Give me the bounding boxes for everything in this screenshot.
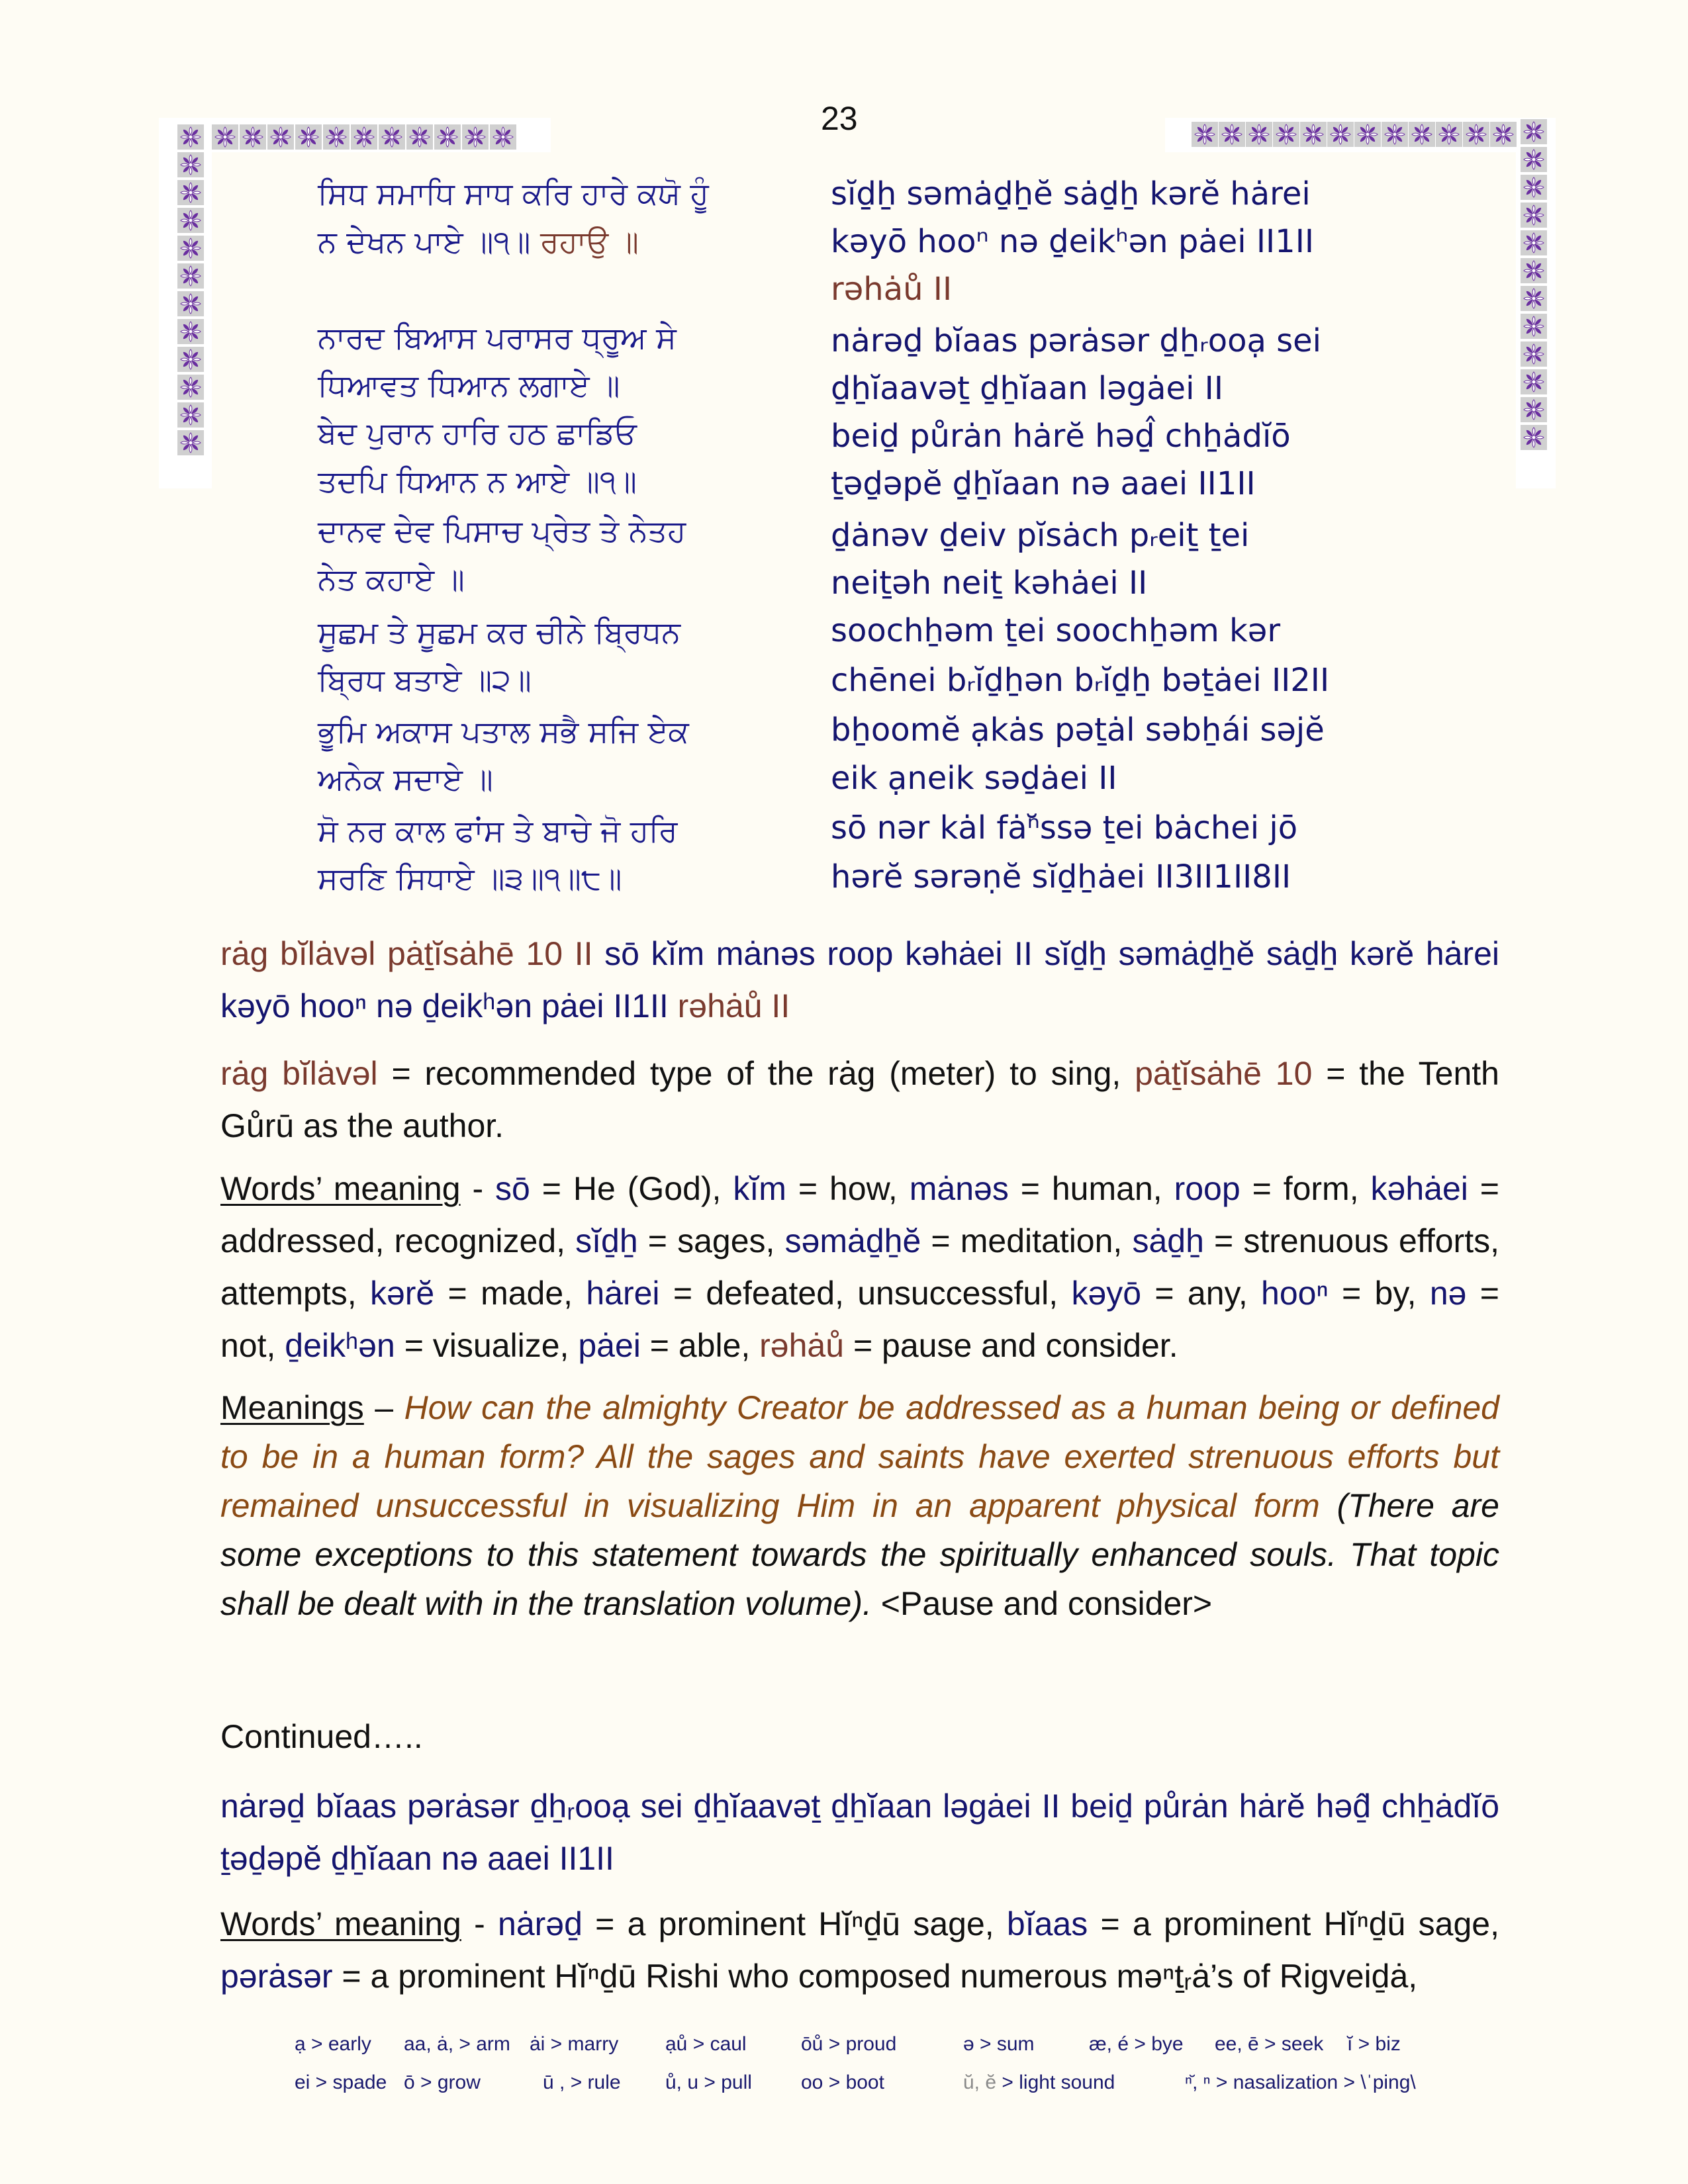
translit-line: nȧrəḏ bĭaas pərȧsər ḏẖᵣooạ sei — [831, 322, 1321, 359]
ornament-tile — [177, 152, 204, 177]
ornament-tile — [1521, 397, 1547, 422]
ornament-tile — [434, 124, 461, 150]
ornament-tile — [1521, 147, 1547, 172]
words-meaning-paragraph-2: Words’ meaning - nȧrəḏ = a prominent Hĭⁿḏū sage, bĭaas = a prominent Hĭⁿḏū sage, pərȧsər = a prominent Hĭⁿḏū Rishi who composed numerous məⁿṯᵣȧ’s of Rigveiḏȧ, — [220, 1905, 1499, 1995]
ornament-tile — [177, 402, 204, 428]
rahau: rəhȧů II — [677, 987, 790, 1024]
meaning-note: (There are some exceptions to this statement towards the spiritually enhanced souls. That topic shall be dealt with in the translation volume). — [220, 1487, 1499, 1622]
term: nȧrəḏ — [498, 1905, 583, 1942]
pronunciation-key-item: oo > boot — [801, 2071, 884, 2093]
term: sȧḏẖ — [1132, 1222, 1204, 1259]
term: mȧnəs — [909, 1170, 1009, 1207]
purple-flower-icon — [1194, 124, 1215, 145]
term-meaning: = defeated, unsuccessful, — [659, 1275, 1072, 1312]
translit-line: chēnei bᵣĭḏẖən bᵣĭḏẖ bəṯȧei II2II — [831, 662, 1330, 699]
gurmukhi-line: ਅਨੇਕ ਸਦਾਏ ॥ — [318, 761, 493, 797]
gurmukhi-line: ਨਾਰਦ ਬਿਆਸ ਪਰਾਸਰ ਧ੍ਰੂਅ ਸੇ — [318, 320, 677, 355]
purple-flower-icon — [1357, 124, 1378, 145]
term-meaning: = any, — [1141, 1275, 1262, 1312]
pronunciation-key-item: ȧi > marry — [530, 2033, 619, 2055]
translit-line: ḏȧnəv ḏeiv pĭsȧch pᵣeiṯ ṯei — [831, 517, 1250, 554]
purple-flower-icon — [437, 126, 458, 148]
ornament-tile — [177, 319, 204, 344]
purple-flower-icon — [180, 210, 201, 231]
gurmukhi-line: ਧਿਆਵਤ ਧਿਆਨ ਲਗਾਏ ॥ — [318, 367, 620, 403]
ornament-tile — [177, 180, 204, 205]
gurmukhi-line: ਸੋ ਨਰ ਕਾਲ ਫਾਂਸ ਤੇ ਬਾਚੇ ਜੋ ਹਰਿ — [318, 813, 678, 848]
term-meaning: = meditation, — [921, 1222, 1133, 1259]
term-meaning: = visualize, — [395, 1327, 579, 1364]
term-meaning: = a prominent Hĭⁿḏū sage, — [582, 1905, 1007, 1942]
purple-flower-icon — [180, 349, 201, 370]
purple-flower-icon — [1248, 124, 1270, 145]
ornament-tile — [1521, 203, 1547, 228]
raag-note-paragraph: rȧg bĭlȧvəl = recommended type of the rȧg (meter) to sing, pȧṯĭsȧhē 10 = the Tenth Gůrū as the author. — [220, 1055, 1499, 1144]
ornament-tile — [323, 124, 350, 150]
purple-flower-icon — [1523, 371, 1544, 392]
purple-flower-icon — [1303, 124, 1324, 145]
translit-line: kəyō hooⁿ nə ḏeikʰən pȧei II1II — [831, 223, 1315, 260]
purple-flower-icon — [270, 126, 291, 148]
term: hooⁿ — [1261, 1275, 1329, 1312]
purple-flower-icon — [1523, 288, 1544, 309]
purple-flower-icon — [180, 126, 201, 148]
purple-flower-icon — [1523, 121, 1544, 142]
purple-flower-icon — [180, 432, 201, 453]
purple-flower-icon — [1523, 232, 1544, 253]
ornament-tile — [177, 347, 204, 372]
purple-flower-icon — [298, 126, 319, 148]
gurmukhi-line: ਸੂਛਮ ਤੇ ਸੂਛਮ ਕਰ ਚੀਨੇ ਬ੍ਰਿਧਨ — [318, 614, 680, 650]
pronunciation-key-item: ⁿ̆, ⁿ > nasalization > \ˈping\ — [1185, 2071, 1416, 2093]
purple-flower-icon — [1523, 177, 1544, 198]
term: sĭḏẖ — [575, 1222, 638, 1259]
purple-flower-icon — [242, 126, 263, 148]
purple-flower-icon — [1221, 124, 1243, 145]
ornament-tile — [1409, 122, 1435, 147]
purple-flower-icon — [1523, 149, 1544, 170]
ornament-tile — [1521, 341, 1547, 367]
pronunciation-key-item: ei > spade — [295, 2071, 387, 2093]
purple-flower-icon — [1523, 260, 1544, 281]
term: pȧei — [578, 1327, 641, 1364]
term: hȧrei — [586, 1275, 660, 1312]
meanings-label: Meanings — [220, 1389, 364, 1426]
ornament-tile — [177, 430, 204, 455]
pronunciation-key-item: ŭ, ĕ > light sound — [963, 2071, 1115, 2093]
pronunciation-key-item: æ, é > bye — [1089, 2033, 1184, 2055]
translit-rahau-line: rəhȧů II — [831, 271, 953, 308]
term-meaning: = He (God), — [530, 1170, 733, 1207]
pronunciation-key-item: ōů > proud — [801, 2033, 897, 2055]
term: ḏeikʰən — [285, 1327, 395, 1364]
term: bĭaas — [1006, 1905, 1088, 1942]
ornament-tile — [177, 208, 204, 233]
gurmukhi-line: ਦਾਨਵ ਦੇਵ ਪਿਸਾਚ ਪ੍ਰੇਤ ਤੇ ਨੇਤਹ — [318, 513, 686, 549]
purple-flower-icon — [1466, 124, 1487, 145]
purple-flower-icon — [1493, 124, 1514, 145]
purple-flower-icon — [353, 126, 375, 148]
ornament-tile — [1246, 122, 1272, 147]
ornament-tile — [1521, 175, 1547, 200]
ornament-tile — [490, 124, 516, 150]
ornament-tile — [1273, 122, 1299, 147]
purple-flower-icon — [180, 377, 201, 398]
purple-flower-icon — [180, 238, 201, 259]
pronunciation-key-item: ů, u > pull — [665, 2071, 752, 2093]
pronunciation-key-item: ĭ > biz — [1347, 2033, 1401, 2055]
gurmukhi-line: ਬੇਦ ਪੁਰਾਨ ਹਾਰਿ ਹਠ ਛਾਡਿਓ — [318, 415, 637, 451]
term-meaning: = not, — [220, 1275, 1500, 1364]
term-meaning: = a prominent Hĭⁿḏū sage, — [1088, 1905, 1499, 1942]
ornament-tile — [1327, 122, 1354, 147]
purple-flower-icon — [180, 265, 201, 287]
ornament-tile — [1521, 314, 1547, 339]
gurmukhi-line: ਸਿਧ ਸਮਾਧਿ ਸਾਧ ਕਰਿ ਹਾਰੇ ਕਯੋ ਹੂੰ — [318, 175, 709, 211]
raag-heading: rȧg bĭlȧvəl pȧṯĭsȧhē 10 II — [220, 935, 605, 972]
purple-flower-icon — [1523, 316, 1544, 337]
ornament-tile — [177, 236, 204, 261]
ornament-tile — [1490, 122, 1517, 147]
raag-term: rȧg bĭlȧvəl — [220, 1055, 378, 1092]
pronunciation-key-item: ee, ē > seek — [1215, 2033, 1324, 2055]
term-meaning: = pause and consider. — [844, 1327, 1178, 1364]
ornament-tile — [1436, 122, 1462, 147]
term: pərȧsər — [220, 1958, 333, 1995]
translit-line: ṯəḏəpĕ ḏẖĭaan nə aaei II1II — [831, 465, 1256, 502]
pronunciation-key-item: ə > sum — [963, 2033, 1035, 2055]
term: roop — [1174, 1170, 1241, 1207]
term-meaning: = addressed, recognized, — [220, 1170, 1499, 1259]
ornament-tile — [462, 124, 489, 150]
translit-line: ḏẖĭaavəṯ ḏẖĭaan ləgȧei II — [831, 370, 1223, 407]
verse-line: sō kĭm mȧnəs roop kəhȧei II sĭḏẖ səmȧḏẖĕ sȧḏẖ kərĕ hȧrei kəyō hooⁿ nə ḏeikʰən pȧei II1II — [220, 935, 1499, 1024]
gurmukhi-line: ਭੂਮਿ ਅਕਾਸ ਪਤਾਲ ਸਭੈ ਸਜਿ ਏਕ — [318, 713, 689, 749]
ornament-tile — [177, 124, 204, 150]
purple-flower-icon — [180, 154, 201, 175]
translit-line: hərĕ sərəṇĕ sĭḏẖȧei II3II1II8II — [831, 858, 1291, 895]
purple-flower-icon — [1438, 124, 1460, 145]
purple-flower-icon — [1384, 124, 1405, 145]
term: rəhȧů — [759, 1327, 845, 1364]
ornament-tile — [1521, 230, 1547, 255]
ornament-tile — [1192, 122, 1218, 147]
purple-flower-icon — [1523, 427, 1544, 448]
ornament-tile — [406, 124, 433, 150]
purple-flower-icon — [180, 293, 201, 314]
ornament-tile — [212, 124, 238, 150]
ornament-tile — [177, 263, 204, 289]
purple-flower-icon — [1523, 399, 1544, 420]
ornament-tile — [267, 124, 294, 150]
ornament-tile — [1300, 122, 1327, 147]
purple-flower-icon — [180, 321, 201, 342]
term-meaning: = human, — [1008, 1170, 1174, 1207]
term-meaning: = a prominent Hĭⁿḏū Rishi who composed numerous məⁿṯᵣȧ’s of Rigveiḏȧ, — [332, 1958, 1418, 1995]
translit-line: neiṯəh neiṯ kəhȧei II — [831, 565, 1148, 602]
ornament-tile — [1521, 119, 1547, 144]
gurmukhi-line: ਨੇਤ ਕਹਾਏ ॥ — [318, 561, 465, 597]
meanings-paragraph: Meanings – How can the almighty Creator be addressed as a human being or defined to be in a human form? All the sages and saints have exerted strenuous efforts but remained unsuccessful in visualizing Him in an apparent physical form (There are some exceptions to this statement towards the spiritually enhanced souls. That topic shall be dealt with in the translation volume). <Pause and consider> — [220, 1389, 1499, 1622]
term-meaning: = strenuous efforts, attempts, — [220, 1222, 1499, 1312]
ornament-tile — [1382, 122, 1408, 147]
pronunciation-key-item: ạů > caul — [665, 2033, 747, 2055]
purple-flower-icon — [492, 126, 514, 148]
rahau-gurmukhi: ਰਹਾਉ ॥ — [540, 224, 639, 259]
ornament-tile — [1521, 369, 1547, 394]
term: sō — [495, 1170, 530, 1207]
term: kəhȧei — [1370, 1170, 1468, 1207]
purple-flower-icon — [465, 126, 486, 148]
term: kĭm — [733, 1170, 786, 1207]
pronunciation-key-item: ạ > early — [295, 2033, 371, 2055]
purple-flower-icon — [214, 126, 236, 148]
purple-flower-icon — [1523, 205, 1544, 226]
gurmukhi-line: ਤਦਪਿ ਧਿਆਨ ਨ ਆਏ ॥੧॥ — [318, 463, 637, 499]
gurmukhi-line: ਸਰਣਿ ਸਿਧਾਏ ॥੩॥੧॥੮॥ — [318, 860, 622, 896]
purple-flower-icon — [381, 126, 402, 148]
continued-label: Continued….. — [220, 1718, 423, 1755]
translit-line: sō nər kȧl fȧⁿ̆ssə ṯei bȧchei jō — [831, 809, 1298, 846]
ornament-tile — [240, 124, 266, 150]
words-meaning-label: Words’ meaning — [220, 1905, 461, 1942]
purple-flower-icon — [1411, 124, 1432, 145]
purple-flower-icon — [180, 182, 201, 203]
term: kəyō — [1071, 1275, 1142, 1312]
term: nə — [1429, 1275, 1467, 1312]
ornament-tile — [1354, 122, 1381, 147]
term-meaning: = by, — [1328, 1275, 1430, 1312]
translit-line: eik ạneik səḏȧei II — [831, 760, 1117, 797]
ornament-tile — [351, 124, 377, 150]
ornament-tile — [1521, 425, 1547, 450]
ornament-tile — [1521, 258, 1547, 283]
ornament-tile — [1521, 286, 1547, 311]
words-meaning-paragraph-1: Words’ meaning - sō = He (God), kĭm = how, mȧnəs = human, roop = form, kəhȧei = addressed, recognized, sĭḏẖ = sages, səmȧḏẖĕ = meditation, sȧḏẖ = strenuous efforts, attempts, kərĕ = made, hȧrei = defeated, unsuccessful, kəyō = any, hooⁿ = by, nə = not, ḏeikʰən = visualize, pȧei = able, rəhȧů = pause and consider. — [220, 1170, 1500, 1364]
term-meaning: = able, — [640, 1327, 760, 1364]
translit-line: bẖoomĕ ạkȧs pəṯȧl səbẖái səjĕ — [831, 711, 1325, 749]
ornament-tile — [1219, 122, 1245, 147]
term: kərĕ — [369, 1275, 435, 1312]
term: səmȧḏẖĕ — [784, 1222, 921, 1259]
pronunciation-key-item: aa, ȧ, > arm — [404, 2033, 510, 2055]
author-term: pȧṯĭsȧhē 10 — [1135, 1055, 1313, 1092]
purple-flower-icon — [1330, 124, 1351, 145]
term-meaning: = form, — [1240, 1170, 1371, 1207]
ornament-tile — [379, 124, 405, 150]
purple-flower-icon — [180, 404, 201, 426]
term-meaning: = sages, — [637, 1222, 785, 1259]
ornament-tile — [295, 124, 322, 150]
purple-flower-icon — [1276, 124, 1297, 145]
pronunciation-key-item: ō > grow — [404, 2071, 481, 2093]
words-meaning-label: Words’ meaning — [220, 1170, 461, 1207]
verse-transliteration-paragraph — [220, 928, 1499, 1032]
meaning-text: How can the almighty Creator be addressed as a human being or defined to be in a human form? All the sages and saints have exerted strenuous efforts but remained unsuccessful in visualizing Him in an apparent physical form — [220, 1389, 1499, 1524]
translit-line: beiḏ půrȧn hȧrĕ həḏ̂ chẖȧdĭō — [831, 418, 1291, 455]
purple-flower-icon — [1523, 343, 1544, 365]
translit-line: sĭḏẖ səmȧḏẖĕ sȧḏẖ kərĕ hȧrei — [831, 175, 1311, 212]
page-number: 23 — [821, 100, 858, 137]
ornament-tile — [177, 291, 204, 316]
pronunciation-key-item: ū , > rule — [543, 2071, 621, 2093]
term-meaning: = how, — [786, 1170, 910, 1207]
ornament-tile — [177, 375, 204, 400]
gurmukhi-line: ਬ੍ਰਿਧ ਬਤਾਏ ॥੨॥ — [318, 662, 532, 698]
purple-flower-icon — [409, 126, 430, 148]
translit-line: soochẖəm ṯei soochẖəm kər — [831, 612, 1281, 649]
verse-2-transliteration: nȧrəḏ bĭaas pərȧsər ḏẖᵣooạ sei ḏẖĭaavəṯ ḏẖĭaan ləgȧei II beiḏ půrȧn hȧrĕ həḏ̂ chẖȧdĭō ṯəḏəpĕ ḏẖĭaan nə aaei II1II — [220, 1788, 1499, 1877]
gurmukhi-line: ਨ ਦੇਖਨ ਪਾਏ ॥੧॥ ਰਹਾਉ ॥ — [318, 224, 639, 259]
term-meaning: = made, — [434, 1275, 586, 1312]
purple-flower-icon — [326, 126, 347, 148]
pause-note: <Pause and consider> — [871, 1585, 1213, 1622]
ornament-tile — [1463, 122, 1489, 147]
